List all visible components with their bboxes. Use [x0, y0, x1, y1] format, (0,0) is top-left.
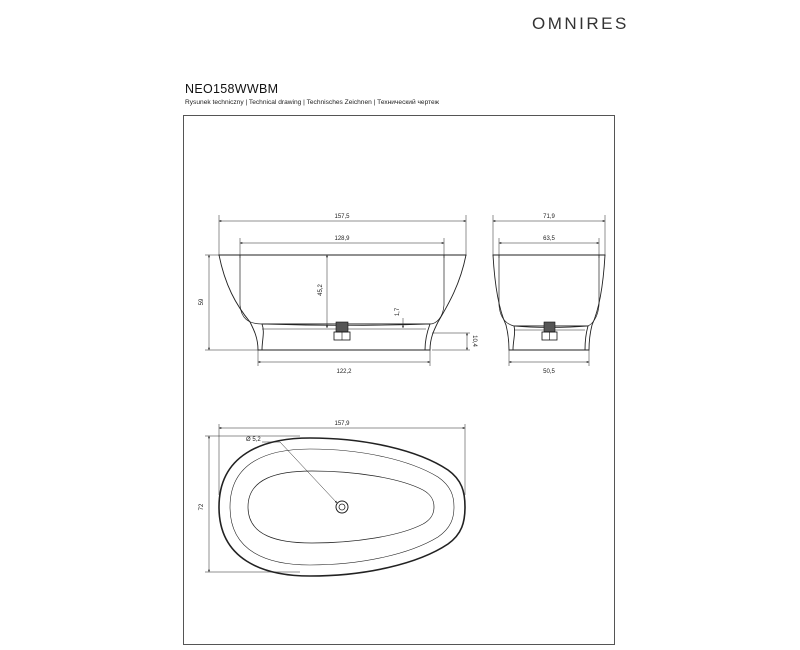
front-height-label: 59	[199, 298, 205, 306]
front-drain-offset-label: 1,7	[395, 307, 401, 317]
drawing-subtitle: Rysunek techniczny | Technical drawing | Technisches Zeichnen | Технический чертеж	[185, 99, 440, 106]
front-inner-length-label: 128,9	[334, 236, 350, 242]
top-overall-length-label: 157,9	[334, 421, 350, 427]
top-width-label: 72	[199, 503, 205, 511]
brand-logo: OMNIRES	[532, 14, 629, 33]
side-base-width-label: 50,5	[543, 369, 555, 375]
top-drain-diameter-label: Ø 5,2	[246, 437, 261, 443]
side-overall-width-label: 71,9	[543, 214, 555, 220]
front-inner-depth-label: 45,2	[318, 284, 324, 296]
front-base-height-label: 10,4	[471, 335, 477, 347]
front-base-width-label: 122,2	[336, 369, 352, 375]
model-number: NEO158WWBM	[185, 82, 279, 96]
side-inner-width-label: 63,5	[543, 236, 555, 242]
top-view	[205, 424, 465, 576]
front-overall-length-label: 157,5	[334, 214, 350, 220]
